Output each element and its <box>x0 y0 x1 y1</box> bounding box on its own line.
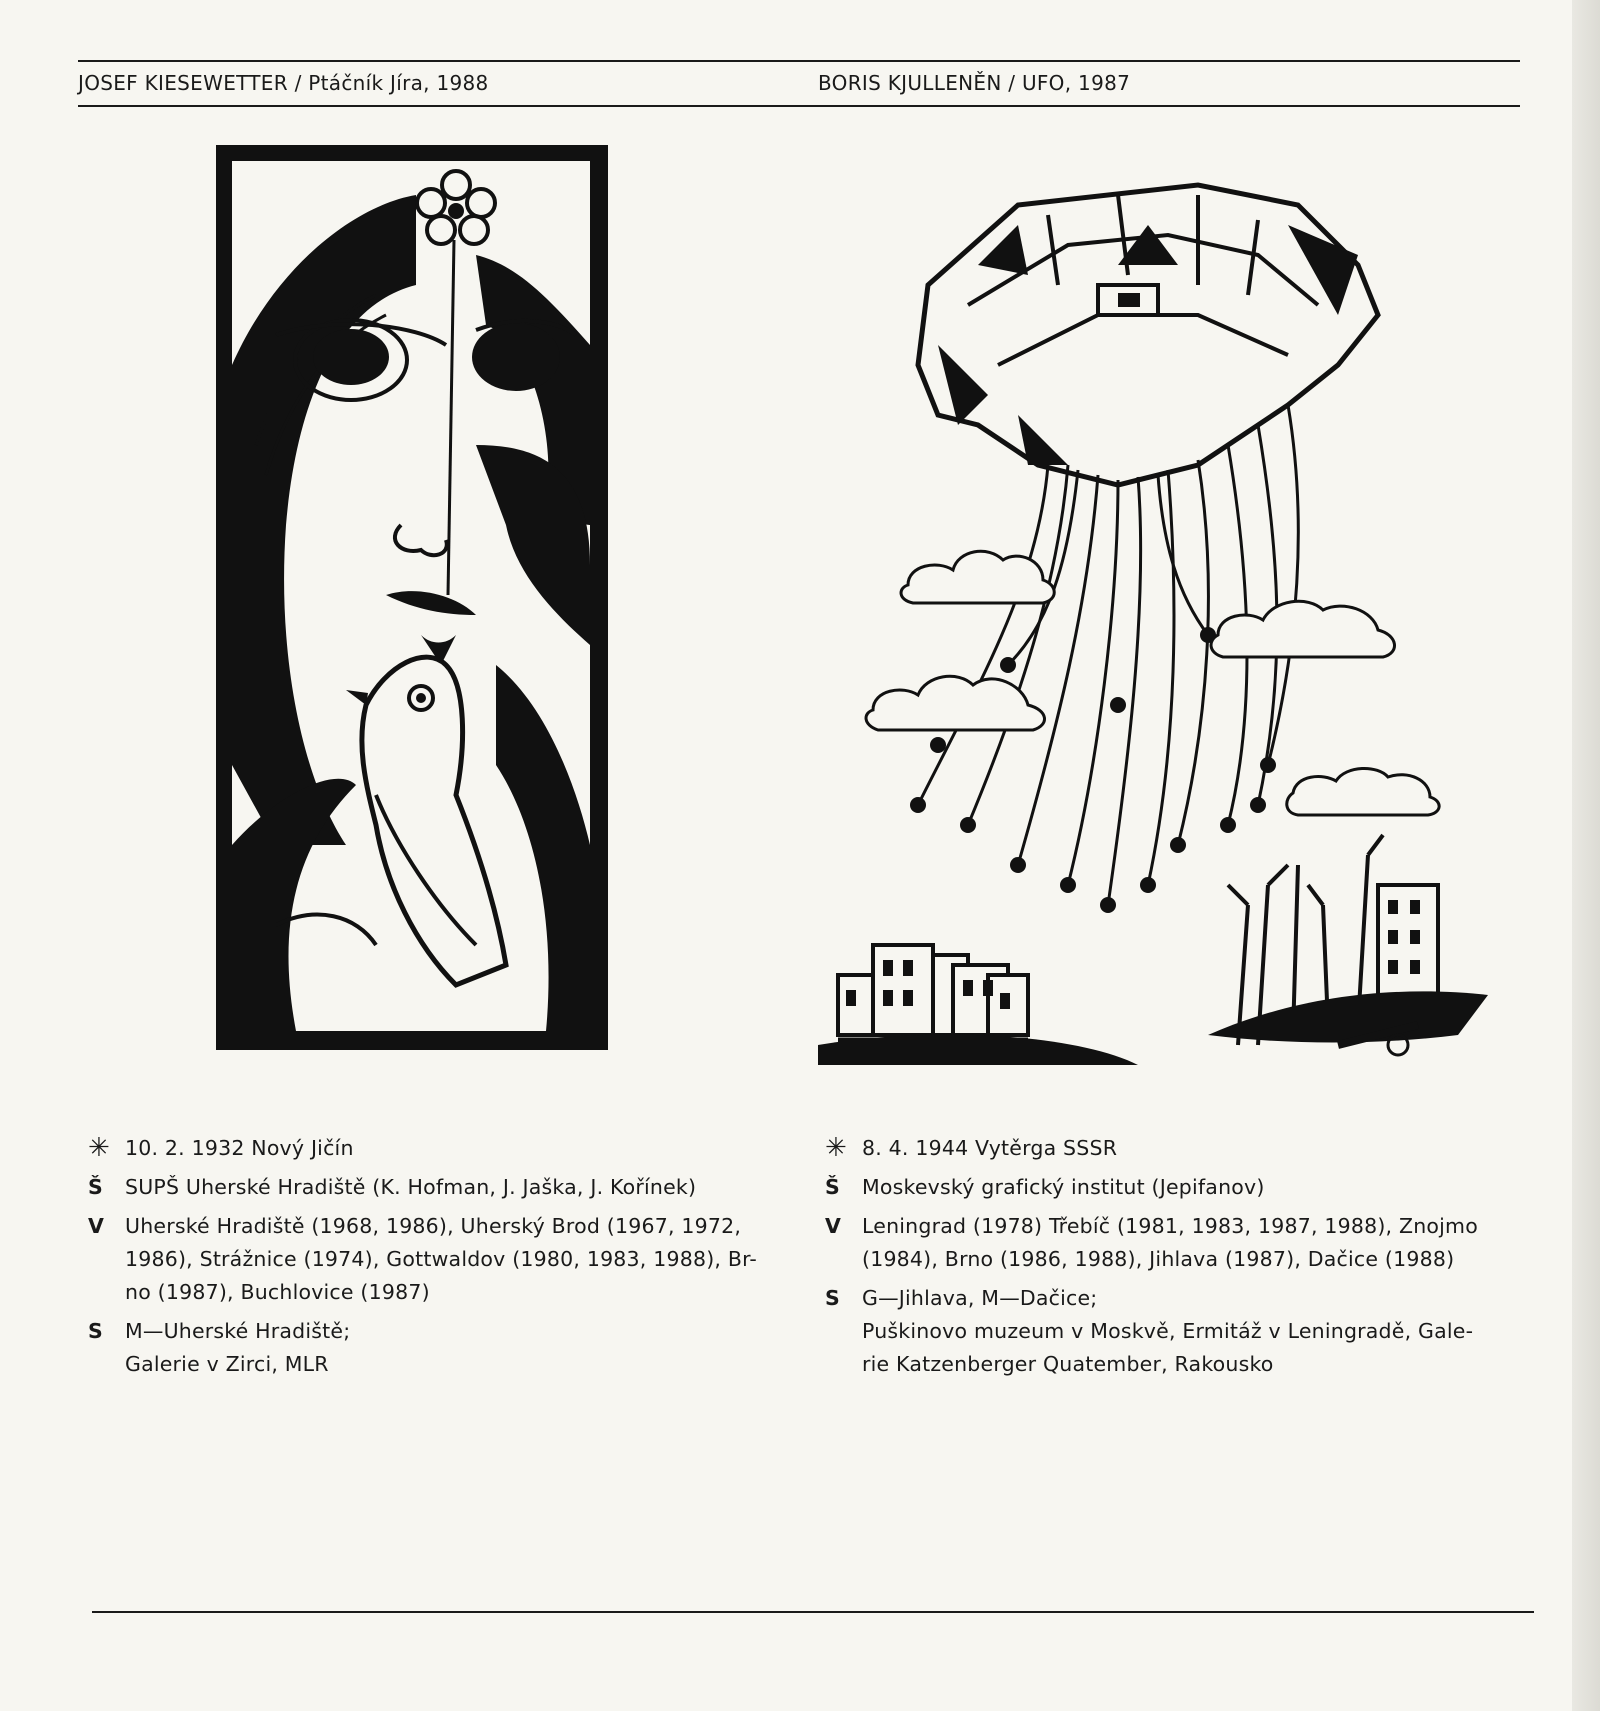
page-edge-shadow <box>1572 0 1600 1711</box>
left-exhibitions-line: Uherské Hradiště (1968, 1986), Uherský Brod (1967, 1972, <box>125 1214 742 1238</box>
right-birth-text: 8. 4. 1944 Vytěrga SSSR <box>862 1136 1118 1160</box>
woodcut-portrait-artwork <box>216 145 608 1050</box>
left-artist-biography <box>88 1132 788 1387</box>
left-collections-line: Galerie v Zirci, MLR <box>125 1352 329 1376</box>
header-top-rule <box>78 60 1520 62</box>
left-exhibitions-text <box>125 1210 788 1309</box>
exhibitions-key: V <box>825 1214 842 1238</box>
collections-key: S <box>825 1286 840 1310</box>
left-exhibitions-line: 1986), Strážnice (1974), Gottwaldov (1980, 1983, 1988), Br- <box>125 1247 758 1271</box>
right-school-row <box>825 1171 1535 1204</box>
exhibitions-key: V <box>88 1214 105 1238</box>
right-artist-biography <box>825 1132 1535 1387</box>
right-artwork-title: BORIS KJULLENĚN / UFO, 1987 <box>818 71 1131 95</box>
right-collections-line: rie Katzenberger Quatember, Rakousko <box>862 1352 1274 1376</box>
header-bottom-rule <box>78 105 1520 107</box>
left-school-row <box>88 1171 788 1204</box>
birth-symbol-icon: ✳ <box>88 1133 110 1163</box>
footer-rule <box>92 1611 1534 1613</box>
right-collections-text <box>862 1282 1535 1381</box>
right-collections-line: Puškinovo muzeum v Moskvě, Ermitáž v Leningradě, Gale- <box>862 1319 1474 1343</box>
school-key: Š <box>88 1175 103 1199</box>
left-school-text: SUPŠ Uherské Hradiště (K. Hofman, J. Jaška, J. Kořínek) <box>125 1175 697 1199</box>
left-exhibitions-row <box>88 1210 788 1309</box>
left-birth-text: 10. 2. 1932 Nový Jičín <box>125 1136 354 1160</box>
right-exhibitions-row <box>825 1210 1535 1276</box>
school-key: Š <box>825 1175 840 1199</box>
right-collections-row <box>825 1282 1535 1381</box>
birth-symbol-icon: ✳ <box>825 1133 847 1163</box>
left-artwork-title: JOSEF KIESEWETTER / Ptáčník Jíra, 1988 <box>78 71 489 95</box>
right-birth-row <box>825 1132 1535 1165</box>
left-collections-line: M—Uherské Hradiště; <box>125 1319 351 1343</box>
left-exhibitions-line: no (1987), Buchlovice (1987) <box>125 1280 430 1304</box>
right-exhibitions-line: (1984), Brno (1986, 1988), Jihlava (1987), Dačice (1988) <box>862 1247 1455 1271</box>
right-collections-line: G—Jihlava, M—Dačice; <box>862 1286 1098 1310</box>
ufo-etching-artwork <box>818 165 1488 1070</box>
right-exhibitions-line: Leningrad (1978) Třebíč (1981, 1983, 1987, 1988), Znojmo <box>862 1214 1478 1238</box>
left-collections-text <box>125 1315 788 1381</box>
left-collections-row <box>88 1315 788 1381</box>
right-school-text: Moskevský grafický institut (Jepifanov) <box>862 1175 1265 1199</box>
right-exhibitions-text <box>862 1210 1535 1276</box>
collections-key: S <box>88 1319 103 1343</box>
left-birth-row <box>88 1132 788 1165</box>
